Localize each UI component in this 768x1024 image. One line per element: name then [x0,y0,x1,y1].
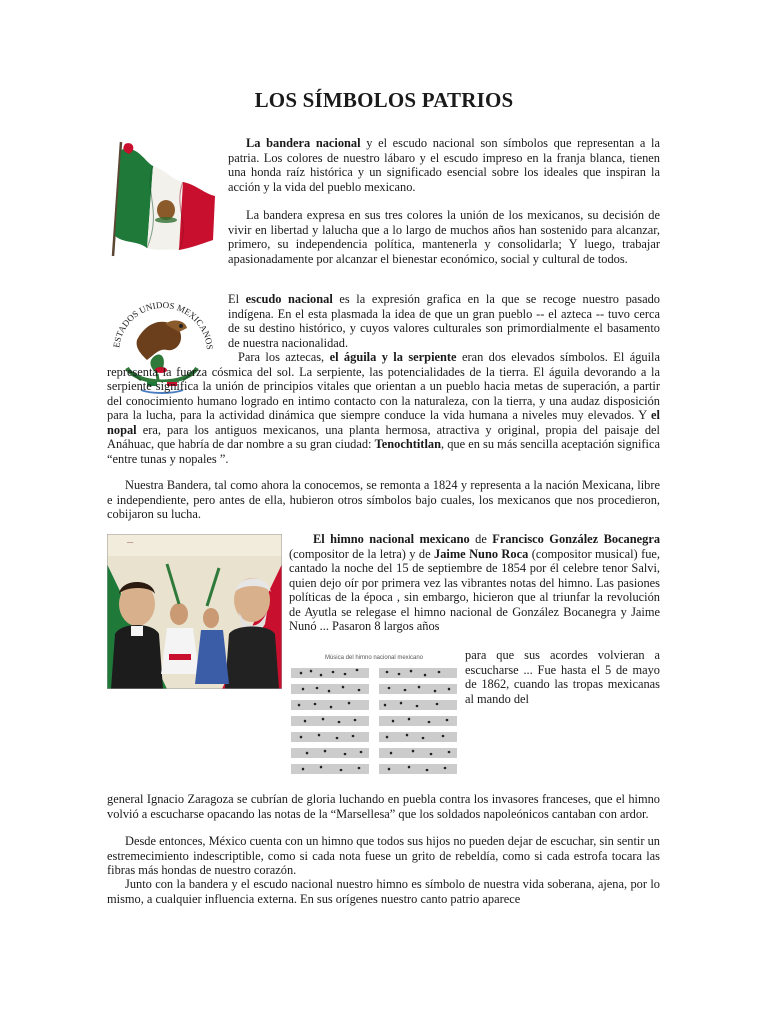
text-span: general Ignacio Zaragoza se cubrían de gloria luchando en puebla contra los invasores franceses, que el himno volvió a escucharse opacando las notas de la “Marsellesa” que los soldados napoleónicos cantaban con ardor. [107,792,660,821]
paragraph-aguila [107,350,660,466]
bold-term: escudo nacional [245,292,333,306]
bold-term: La bandera nacional [246,136,361,150]
svg-text:—: — [127,538,134,546]
bold-term: Jaime Nuno Roca [434,546,529,561]
paragraph-desde-entonces [107,834,660,878]
text-span: (compositor musical) fue, cantado la noche del 15 de septiembre de 1854 por él celebre tenor Salvi, quien dejo oír por primera vez las vibrantes notas del himno. Las pasiones políticas de la época , sin embargo, hicieron que al triunfar la revolución de Ayutla se relegase el himno nacional de González Bocanegra y Jaime Nunó ... Pasaron 8 largos años [289,546,660,633]
paragraph-escudo [228,292,660,350]
text-span: Para los aztecas, [238,350,330,364]
bold-term: el nopal [107,408,660,437]
bold-term: el águila y la serpiente [329,350,457,364]
text-span: Desde entonces, México cuenta con un himno que todos sus hijos no pueden dejar de escuchar, sin sentir un estremecimiento indescriptible, como si cada nota fuese un grito de rebeldía, como si cada estrofa tocara las fibras más hondas de nuestro corazón. [107,834,660,877]
paragraph-intro [228,136,660,194]
text-span: , que en su más sencilla aceptación significa “entre tunas y nopales ”. [107,437,661,466]
music-caption: Música del himno nacional mexicano [324,655,424,661]
paragraph-flag-meaning [228,208,660,266]
text-span: Nuestra Bandera, tal como ahora la conocemos, se remonta a 1824 y representa a la nación Mexicana, libre e independiente, pero antes de ella, hubieron otros símbolos bajo cuales, los mexicanos que nos procedieron, cobijaron su lucha. [107,478,660,521]
text-span: para que sus acordes volvieran a escucharse ... Fue hasta el 5 de mayo de 1862, cuando las tropas mexicanas al mando del [465,648,660,706]
text-span: (compositor de la letra) y de [289,546,435,561]
paragraph-junto-con [107,877,660,906]
text-span: era, para los antiguos mexicanos, una planta hermosa, atractiva y original, propia del paisaje del Anáhuac, que habría de dar nombre a su gran ciudad: [107,422,660,451]
mexican-flag-image [107,140,217,258]
bold-term: El himno nacional mexicano [313,532,470,546]
text-span: El [228,292,246,306]
bold-term: Francisco González Bocanegra [492,532,661,546]
paragraph-himno [289,532,660,634]
text-span: de [469,532,493,546]
paragraph-nuestra-bandera [107,478,660,522]
page-title: LOS SÍMBOLOS PATRIOS [254,88,514,112]
text-span: y el escudo nacional son símbolos que representan a la patria. Los colores de nuestro lábaro y el escudo impreso en la franja blanca, tienen una honda raíz histórica y un significado esencial sobre los ideales que inspiran la acción y la vida del pueblo mexicano. [228,136,660,194]
text-span: es la expresión grafica en la que se recoge nuestro pasado indígena. En el esta plasmada la idea de que un gran pueblo -- el azteca -- tuvo cerca de su destino histórico, y cuyos valores culturales son primordialmente el basamento de nuestra nacionalidad. [228,292,660,350]
text-span: La bandera expresa en sus tres colores la unión de los mexicanos, su decisión de vivir en libertad y lalucha que a lo largo de muchos años han sostenido para alcanzar, primero, su independencia política, mantenerla y consolidarla; Y luego, trabajar apasionadamente por alcanzar el bienestar económico, social y cultural de todos. [228,208,660,266]
bold-term: Tenochtitlan [374,437,441,451]
text-span: eran dos elevados símbolos. El águila representa la fuerza cósmica del sol. La serpiente, las potencialidades de la tierra. El águila devorando a la serpiente significa la unión de principios vitales que orientan a un pueblo hacia metas de superación, a partir del conocimiento humano logrado en intimo contacto con la naturaleza, con la tierra, y una audaz disposición para la lucha, para la actividad dinámica que siempre conduce la vida humana a niveles muy elevados. Y [107,350,661,422]
text-span: Junto con la bandera y el escudo nacional nuestro himno es símbolo de nuestra vida soberana, ajena, por lo mismo, a cualquier influencia externa. En sus orígenes nuestro canto patrio aparece [107,877,660,906]
himno-poster-image [107,534,282,689]
arms-text: ESTADOS UNIDOS MEXICANOS [111,299,215,351]
sheet-music-image [289,655,459,775]
paragraph-himno-continued [465,648,660,706]
paragraph-zaragoza [107,792,660,821]
